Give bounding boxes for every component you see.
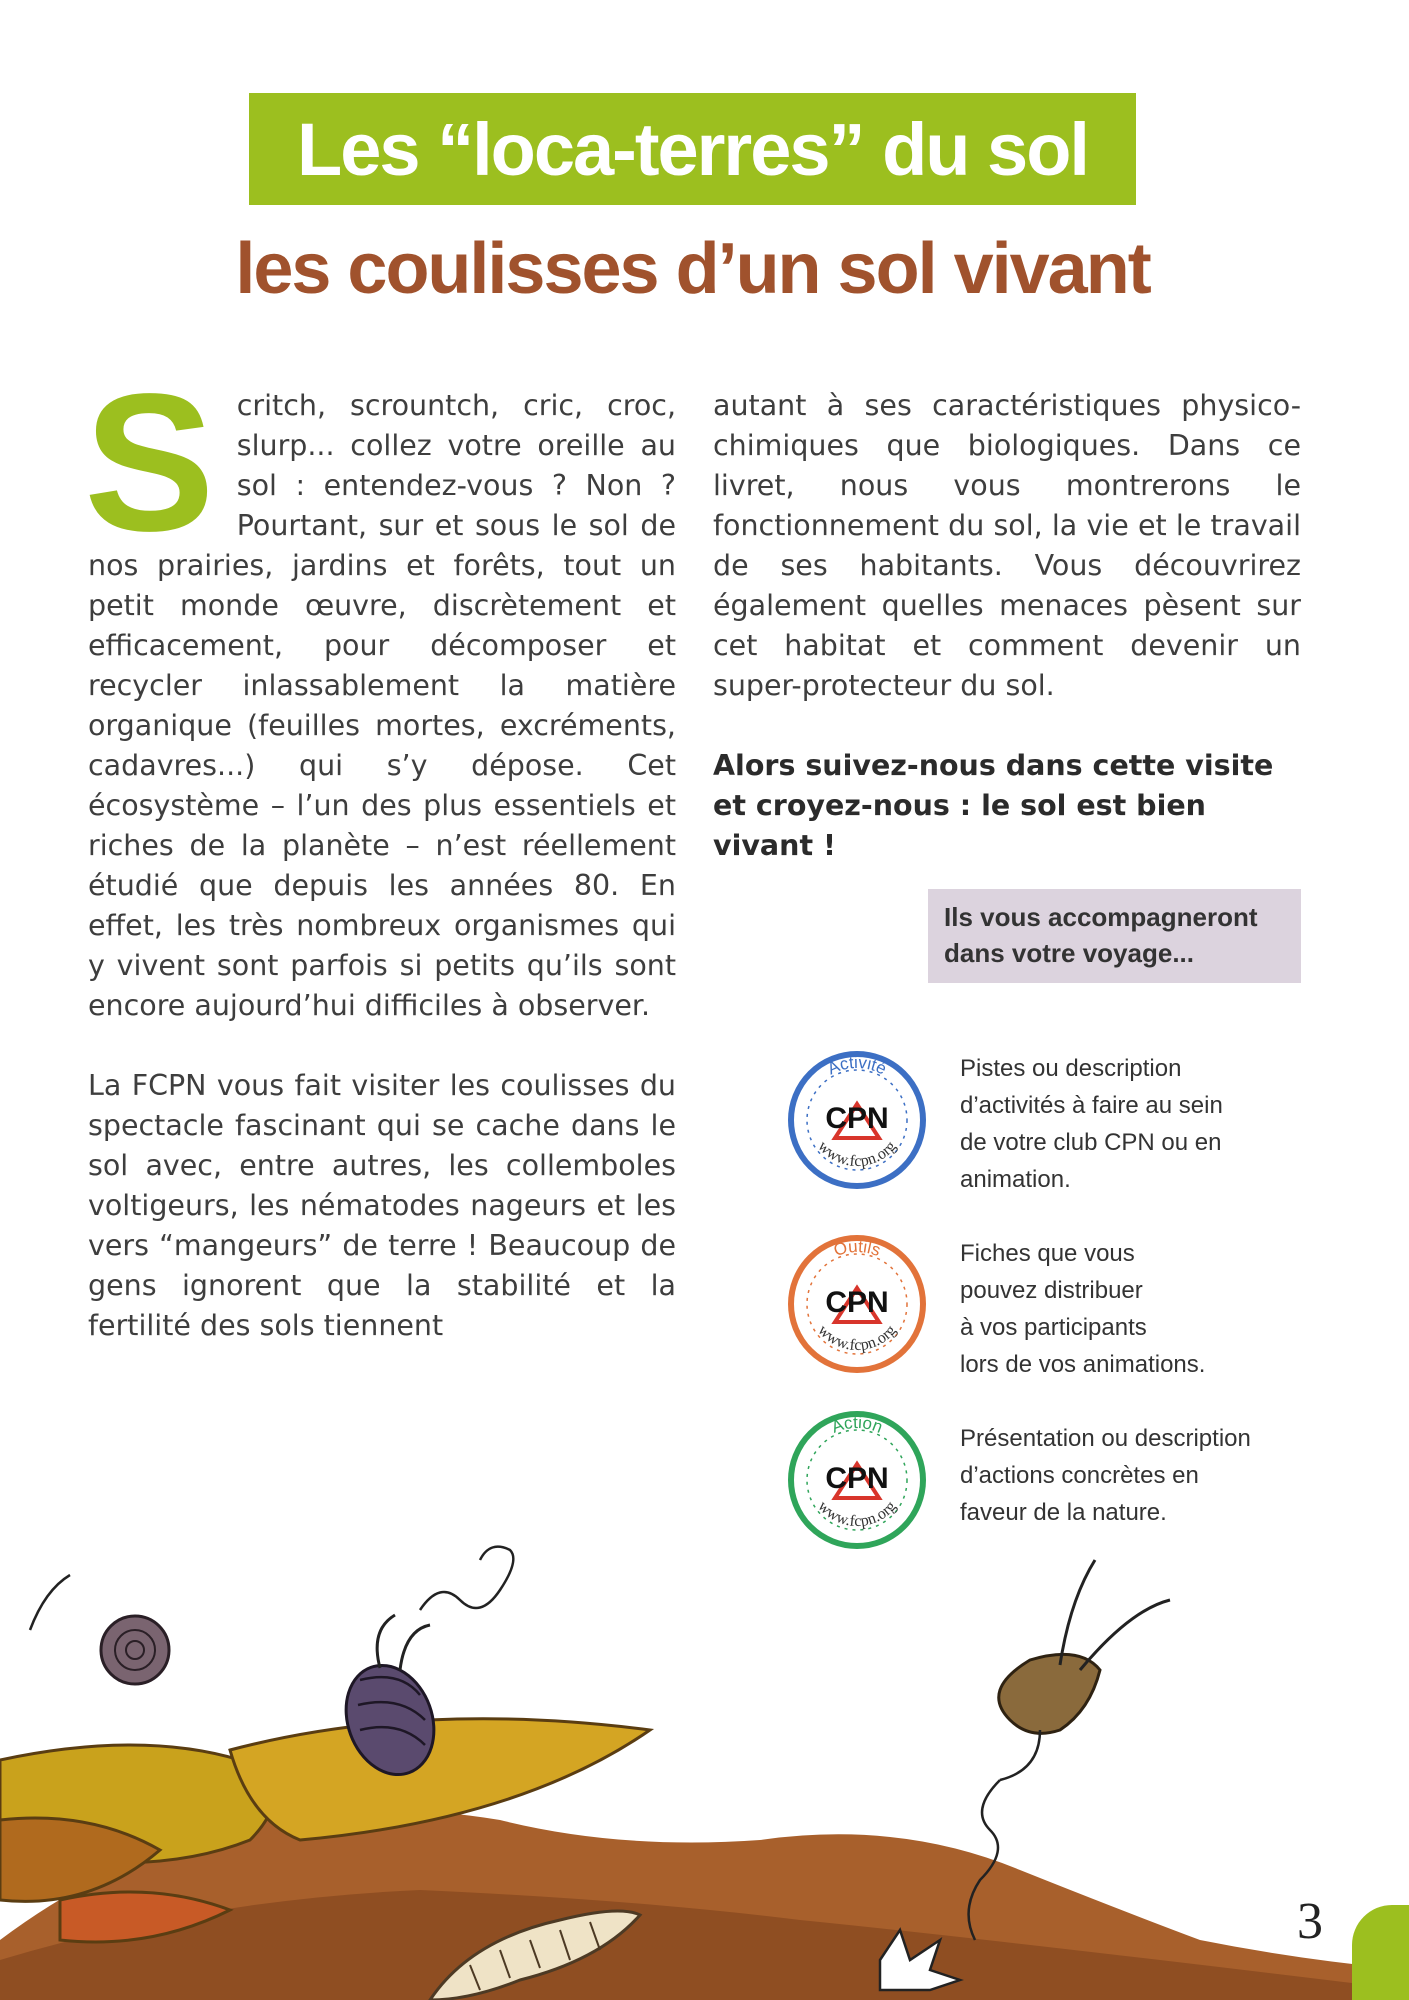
legend-action-text: [960, 1420, 1300, 1531]
outils-badge-word: Outils: [831, 1236, 884, 1261]
legend-action-line: d’actions concrètes en: [960, 1462, 1199, 1489]
action-badge-word: Action: [828, 1412, 886, 1437]
legend-activite-text: [960, 1050, 1300, 1198]
call-to-action: Alors suivez-nous dans cette visite et croyez-nous : le sol est bien vivant !: [713, 749, 1274, 862]
legend-outils-line: à vos participants: [960, 1314, 1147, 1341]
action-badge-url: www.fcpn.org: [814, 1497, 900, 1531]
legend-action-line: faveur de la nature.: [960, 1499, 1167, 1526]
legend-outils-line: pouvez distribuer: [960, 1277, 1143, 1304]
legend-outils-line: Fiches que vous: [960, 1240, 1135, 1267]
page-tab: [1352, 1905, 1409, 2000]
text-column-left: [84, 353, 676, 1346]
page-number: 3: [1297, 1893, 1323, 1950]
activite-badge-url: www.fcpn.org: [814, 1137, 900, 1171]
intro-paragraph-2-continued: autant à ses caractéristiques physico-chimiques que biologiques. Dans ce livret, nous vous montrerons le fonctionnement du sol, la vie et le travail de ses habitants. Vous découvrirez également quelles menaces pèsent sur cet habitat et comment devenir un super-protecteur du sol.: [713, 389, 1301, 702]
soil-creatures-illustration: [0, 1520, 1409, 2000]
legend-activite-line: d’activités à faire au sein: [960, 1092, 1223, 1119]
outils-badge-url: www.fcpn.org: [814, 1321, 900, 1355]
legend-activite-line: animation.: [960, 1166, 1071, 1193]
intro-paragraph-1: [84, 353, 676, 1026]
page-title: Les “loca-terres” du sol: [297, 107, 1088, 191]
intro-paragraph-1-text: critch, scrountch, cric, croc, slurp... collez votre oreille au sol : entendez-vous ? Non ? Pourtant, sur et sous le sol de nos prairies, jardins et forêts, tout un petit monde œuvre, discrètement et efficacement, pour décomposer et recycler inlassablement la matière organique (feuilles mortes, excréments, cadavres...) qui s’y dépose. Cet écosystème – l’un des plus essentiels et riches de la planète – n’est réellement étudié que depuis les années 80. En effet, les très nombreux organismes qui y vivent sont parfois si petits qu’ils sont encore aujourd’hui difficiles à observer.: [88, 389, 676, 1022]
legend-outils-line: lors de vos animations.: [960, 1351, 1206, 1378]
intro-paragraph-2: La FCPN vous fait visiter les coulisses du spectacle fascinant qui se cache dans le sol avec, entre autres, les collemboles voltigeurs, les nématodes nageurs et les vers “mangeurs” de terre ! Beaucoup de gens ignorent que la stabilité et la fertilité des sols tiennent: [88, 1069, 676, 1342]
action-badge-center: CPN: [825, 1462, 889, 1495]
drop-cap: S: [84, 353, 215, 572]
outils-badge-center: CPN: [825, 1286, 889, 1319]
text-column-right: [713, 386, 1301, 866]
companion-box: Ils vous accompagneront dans votre voyage...: [928, 889, 1301, 983]
page-subtitle: les coulisses d’un sol vivant: [235, 229, 1150, 309]
activite-badge-word: Activité: [824, 1052, 890, 1079]
title-banner: [249, 93, 1136, 205]
activite-badge-icon: [783, 1046, 931, 1194]
activite-badge-center: CPN: [825, 1102, 889, 1135]
legend-outils-text: [960, 1235, 1300, 1383]
legend-activite-line: Pistes ou description: [960, 1055, 1182, 1082]
legend-activite-line: de votre club CPN ou en: [960, 1129, 1222, 1156]
legend-action-line: Présentation ou description: [960, 1425, 1251, 1452]
outils-badge-icon: [783, 1230, 931, 1378]
